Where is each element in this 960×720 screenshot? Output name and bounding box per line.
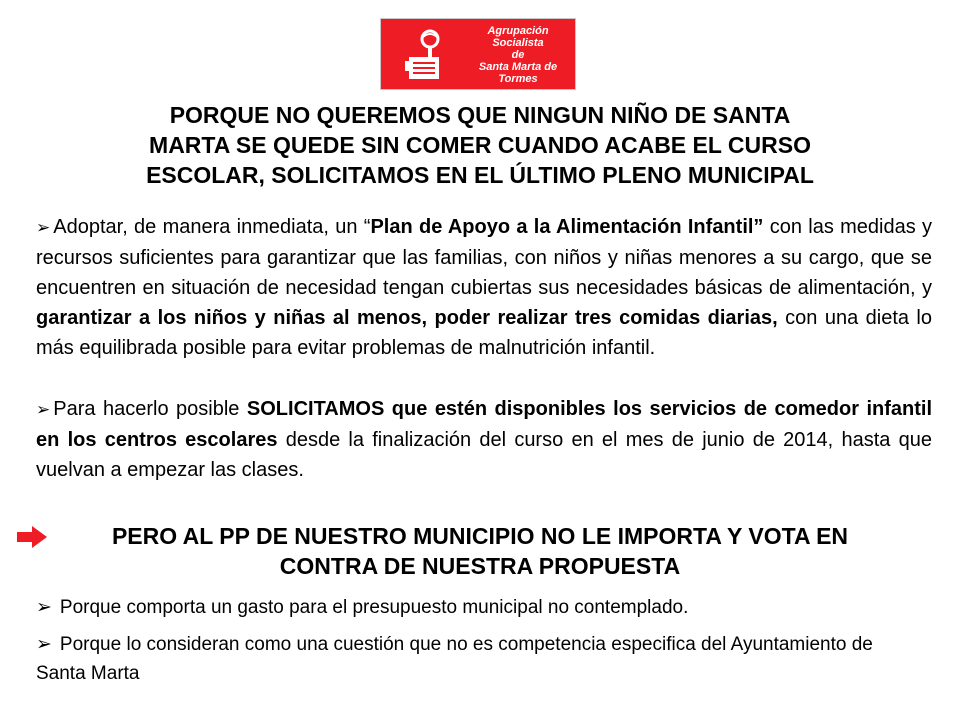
main-heading-line-2: MARTA SE QUEDE SIN COMER CUANDO ACABE EL CURSO [149,132,811,158]
arrow-bullet-icon: ➢ [36,218,51,237]
p1-text-2: con las medidas y recursos suficientes para garantizar que las familias, con niños y niñas menores a su cargo, que se encuentren en situación de necesidad tengan cubiertas sus necesidades básicas de alimentación, y [36,216,933,299]
main-heading-line-1: PORQUE NO QUEREMOS QUE NINGUN NIÑO DE SANTA [169,102,791,128]
logo-brand: PSOE [494,87,542,106]
p2-bold-1: SOLICITAMOS que estén disponibles los servicios de comedor infantil en los centros escolares [36,398,933,451]
arrow-bullet-icon: ➢ [36,597,52,618]
p1-text-3: con una dieta lo más equilibrada posible para evitar problemas de malnutrición infantil. [36,307,932,359]
psoe-logo [380,18,576,106]
reason-text-1: Porque comporta un gasto para el presupuesto municipal no contemplado. [59,597,689,618]
pp-heading-line-2: CONTRA DE NUESTRA PROPUESTA [279,553,681,579]
red-arrow-icon [16,526,48,548]
logo-line-1: Agrupación Socialista [487,25,549,49]
fist-rose-icon [401,27,453,83]
reason-text-2: Porque lo consideran como una cuestión que no es competencia especifica del Ayuntamiento de Santa Marta [36,634,873,684]
demand-paragraph-1 [36,212,932,363]
logo-text [463,25,573,107]
reason-item-2 [36,630,926,688]
arrow-bullet-icon: ➢ [36,400,51,419]
main-heading [60,100,900,190]
reason-item-1 [36,593,926,622]
pp-vote-heading [60,521,900,581]
p2-text-1: Para hacerlo posible [53,398,247,420]
logo-line-2: de [511,49,525,61]
p2-text-2: desde la finalización del curso en el mes de junio de 2014, hasta que vuelvan a empezar las clases. [36,429,932,481]
logo-line-3: Santa Marta de Tormes [478,61,558,85]
demand-paragraph-2 [36,394,932,485]
p1-bold-1: Plan de Apoyo a la Alimentación Infantil” [370,216,764,238]
main-heading-line-3: ESCOLAR, SOLICITAMOS EN EL ÚLTIMO PLENO MUNICIPAL [146,162,814,188]
p1-bold-2: garantizar a los niños y niñas al menos, poder realizar tres comidas diarias, [36,307,778,329]
p1-text-1: Adoptar, de manera inmediata, un “ [53,216,371,238]
arrow-bullet-icon: ➢ [36,634,52,655]
pp-heading-line-1: PERO AL PP DE NUESTRO MUNICIPIO NO LE IMPORTA Y VOTA EN [111,523,849,549]
